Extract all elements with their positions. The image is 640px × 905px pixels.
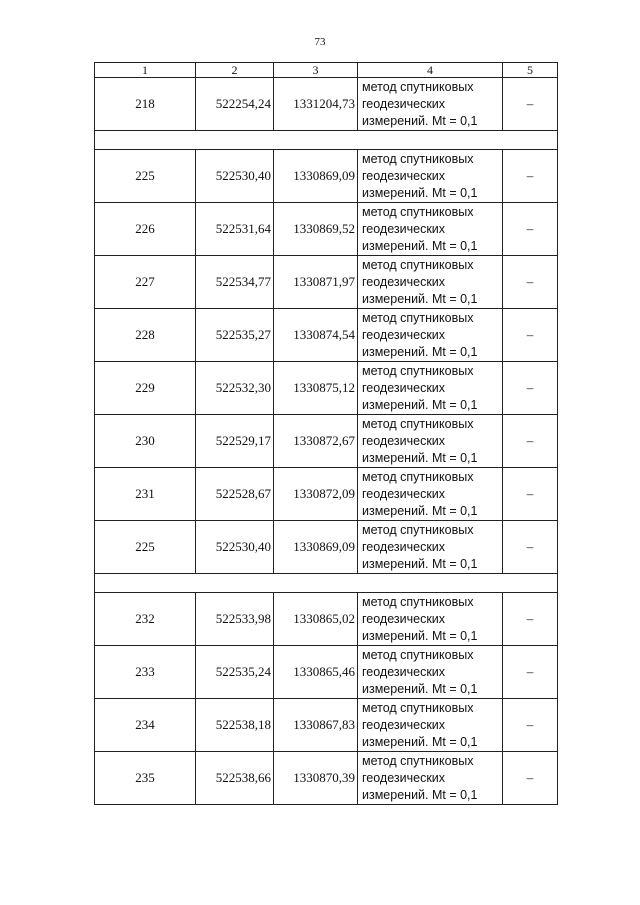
point-number-cell: 234 [95,699,196,752]
table-row [95,203,558,256]
header-col-4: 4 [358,63,503,78]
method-text-line: геодезических [362,168,446,183]
x-coordinate-cell: 522530,40 [196,150,274,203]
method-text-line: измерений. Mt = 0,1 [362,397,478,412]
point-number-cell: 232 [95,593,196,646]
method-text-line: геодезических [362,327,446,342]
note-cell: – [503,362,558,415]
method-text-line: геодезических [362,274,446,289]
point-number-cell: 230 [95,415,196,468]
x-coordinate-cell: 522538,18 [196,699,274,752]
note-cell: – [503,468,558,521]
y-coordinate-cell: 1330869,52 [274,203,358,256]
method-cell [358,521,503,574]
method-cell [358,699,503,752]
table-row [95,468,558,521]
method-text-line: геодезических [362,433,446,448]
y-coordinate-cell: 1330869,09 [274,521,358,574]
note-cell: – [503,203,558,256]
point-number-cell: 218 [95,78,196,131]
y-coordinate-cell: 1330871,97 [274,256,358,309]
note-cell: – [503,646,558,699]
x-coordinate-cell: 522535,24 [196,646,274,699]
method-text-line: метод спутниковых [362,522,474,537]
group-separator-row [95,574,558,593]
note-cell: – [503,150,558,203]
point-number-cell: 231 [95,468,196,521]
method-text-line: метод спутниковых [362,647,474,662]
x-coordinate-cell: 522529,17 [196,415,274,468]
method-text-line: измерений. Mt = 0,1 [362,628,478,643]
method-text-line: измерений. Mt = 0,1 [362,734,478,749]
method-text-line: метод спутниковых [362,594,474,609]
method-text-line: измерений. Mt = 0,1 [362,113,478,128]
point-number-cell: 235 [95,752,196,805]
method-text-line: измерений. Mt = 0,1 [362,185,478,200]
y-coordinate-cell: 1330875,12 [274,362,358,415]
method-cell [358,203,503,256]
table-row [95,593,558,646]
point-number-cell: 226 [95,203,196,256]
x-coordinate-cell: 522534,77 [196,256,274,309]
method-text-line: метод спутниковых [362,700,474,715]
group-separator-row [95,131,558,150]
y-coordinate-cell: 1330865,46 [274,646,358,699]
x-coordinate-cell: 522538,66 [196,752,274,805]
method-text-line: измерений. Mt = 0,1 [362,787,478,802]
method-text-line: метод спутниковых [362,363,474,378]
note-cell: – [503,521,558,574]
method-text-line: измерений. Mt = 0,1 [362,238,478,253]
method-text-line: метод спутниковых [362,204,474,219]
method-cell [358,468,503,521]
table-row [95,256,558,309]
method-text-line: геодезических [362,539,446,554]
method-text-line: измерений. Mt = 0,1 [362,681,478,696]
method-text-line: геодезических [362,770,446,785]
x-coordinate-cell: 522535,27 [196,309,274,362]
point-number-cell: 227 [95,256,196,309]
note-cell: – [503,415,558,468]
table-row [95,752,558,805]
y-coordinate-cell: 1330869,09 [274,150,358,203]
method-text-line: геодезических [362,380,446,395]
x-coordinate-cell: 522528,67 [196,468,274,521]
method-text-line: геодезических [362,611,446,626]
method-text-line: геодезических [362,486,446,501]
method-text-line: метод спутниковых [362,79,474,94]
header-col-1: 1 [95,63,196,78]
method-cell [358,593,503,646]
method-cell [358,362,503,415]
header-col-3: 3 [274,63,358,78]
table-row [95,521,558,574]
note-cell: – [503,752,558,805]
y-coordinate-cell: 1330874,54 [274,309,358,362]
note-cell: – [503,256,558,309]
y-coordinate-cell: 1330865,02 [274,593,358,646]
method-cell [358,646,503,699]
x-coordinate-cell: 522532,30 [196,362,274,415]
method-cell [358,415,503,468]
y-coordinate-cell: 1330867,83 [274,699,358,752]
method-text-line: метод спутниковых [362,416,474,431]
method-text-line: метод спутниковых [362,151,474,166]
method-text-line: метод спутниковых [362,469,474,484]
method-text-line: измерений. Mt = 0,1 [362,556,478,571]
note-cell: – [503,78,558,131]
method-text-line: измерений. Mt = 0,1 [362,291,478,306]
point-number-cell: 225 [95,521,196,574]
table-row [95,415,558,468]
point-number-cell: 228 [95,309,196,362]
x-coordinate-cell: 522254,24 [196,78,274,131]
method-text-line: геодезических [362,221,446,236]
point-number-cell: 233 [95,646,196,699]
table-row [95,78,558,131]
table-row [95,150,558,203]
method-text-line: измерений. Mt = 0,1 [362,503,478,518]
table-row [95,362,558,415]
table-row [95,309,558,362]
table-header-row [95,63,558,78]
table-row [95,646,558,699]
x-coordinate-cell: 522533,98 [196,593,274,646]
method-text-line: геодезических [362,664,446,679]
point-number-cell: 225 [95,150,196,203]
y-coordinate-cell: 1330870,39 [274,752,358,805]
y-coordinate-cell: 1330872,67 [274,415,358,468]
y-coordinate-cell: 1331204,73 [274,78,358,131]
x-coordinate-cell: 522530,40 [196,521,274,574]
note-cell: – [503,699,558,752]
header-col-2: 2 [196,63,274,78]
note-cell: – [503,593,558,646]
method-cell [358,256,503,309]
page-number: 73 [314,36,326,48]
method-text-line: измерений. Mt = 0,1 [362,450,478,465]
x-coordinate-cell: 522531,64 [196,203,274,256]
group-separator-cell [95,131,558,150]
note-cell: – [503,309,558,362]
method-text-line: метод спутниковых [362,753,474,768]
coordinates-table [94,62,558,805]
method-cell [358,752,503,805]
method-text-line: геодезических [362,717,446,732]
method-text-line: метод спутниковых [362,310,474,325]
table-row [95,699,558,752]
group-separator-cell [95,574,558,593]
method-cell [358,150,503,203]
y-coordinate-cell: 1330872,09 [274,468,358,521]
header-col-5: 5 [503,63,558,78]
method-text-line: метод спутниковых [362,257,474,272]
method-cell [358,78,503,131]
method-text-line: геодезических [362,96,446,111]
method-text-line: измерений. Mt = 0,1 [362,344,478,359]
point-number-cell: 229 [95,362,196,415]
method-cell [358,309,503,362]
